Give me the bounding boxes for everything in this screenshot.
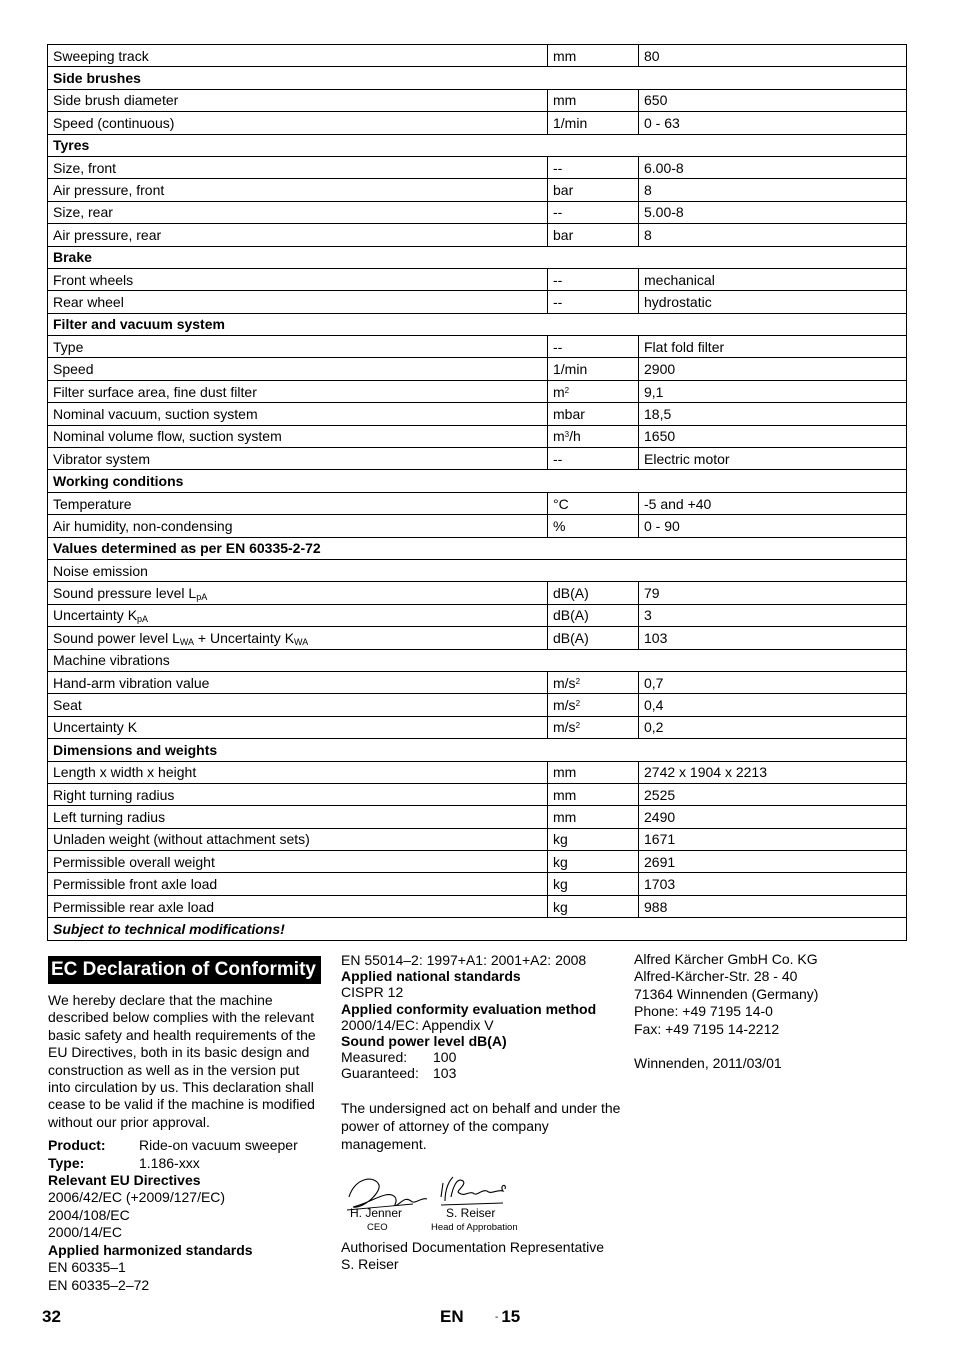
spec-value: 1703 xyxy=(639,873,907,895)
table-row xyxy=(48,403,907,425)
signature-1-title: CEO xyxy=(367,1221,388,1233)
ec-declaration-column-2 xyxy=(341,952,621,1274)
table-row xyxy=(48,761,907,783)
spec-label xyxy=(48,828,548,850)
spec-value: 8 xyxy=(639,179,907,201)
guaranteed-line xyxy=(341,1065,621,1081)
product-line xyxy=(48,1137,321,1154)
spec-label xyxy=(48,403,548,425)
spec-label xyxy=(48,224,548,246)
spec-unit-suffix: /h xyxy=(569,428,581,445)
spec-unit xyxy=(548,45,639,67)
spec-unit xyxy=(548,380,639,402)
spec-label-text: Sweeping track xyxy=(53,47,149,64)
spec-label xyxy=(48,492,548,514)
directive-item: 2004/108/EC xyxy=(48,1206,130,1223)
spec-label xyxy=(48,336,548,358)
table-row xyxy=(48,515,907,537)
spec-unit-superscript: 2 xyxy=(575,721,581,731)
spec-label-subscript: WA xyxy=(179,636,195,647)
section-heading: Dimensions and weights xyxy=(48,739,907,761)
table-row xyxy=(48,582,907,604)
spec-label xyxy=(48,89,548,111)
spec-label xyxy=(48,112,548,134)
spec-unit xyxy=(548,403,639,425)
table-row xyxy=(48,873,907,895)
spec-unit-text: dB(A) xyxy=(553,629,589,646)
directives-label: Relevant EU Directives xyxy=(48,1172,201,1189)
harmonized-standard-item: EN 60335–2–72 xyxy=(48,1276,150,1293)
spec-value: 3 xyxy=(639,604,907,626)
spec-value: Flat fold filter xyxy=(639,336,907,358)
spec-label-text: Permissible rear axle load xyxy=(53,898,215,915)
company-city: 71364 Winnenden (Germany) xyxy=(634,985,819,1002)
spec-value: 2525 xyxy=(639,783,907,805)
table-row xyxy=(48,783,907,805)
spec-value: 1671 xyxy=(639,828,907,850)
spec-unit xyxy=(548,851,639,873)
spec-unit-text: m/s xyxy=(553,697,576,714)
table-row xyxy=(48,716,907,738)
spec-unit xyxy=(548,895,639,917)
spec-unit-text: kg xyxy=(553,831,568,848)
spec-label-text: Right turning radius xyxy=(53,786,175,803)
table-row xyxy=(48,671,907,693)
table-row xyxy=(48,627,907,649)
spec-unit xyxy=(548,828,639,850)
spec-unit-text: bar xyxy=(553,226,574,243)
place-and-date: Winnenden, 2011/03/01 xyxy=(634,1055,782,1072)
national-standard-item: CISPR 12 xyxy=(341,984,404,1001)
spec-unit-superscript: 2 xyxy=(564,385,570,395)
spec-unit xyxy=(548,425,639,447)
spec-label-subscript: pA xyxy=(137,614,149,625)
spec-label xyxy=(48,156,548,178)
section-heading: Noise emission xyxy=(48,559,907,581)
table-section-row xyxy=(48,313,907,335)
spec-unit-text: mbar xyxy=(553,405,585,422)
spec-unit-text: -- xyxy=(553,204,563,221)
spec-value: -5 and +40 xyxy=(639,492,907,514)
spec-value: 6.00-8 xyxy=(639,156,907,178)
spec-label-subscript: pA xyxy=(196,592,208,603)
spec-unit xyxy=(548,761,639,783)
spec-label xyxy=(48,627,548,649)
spec-unit-superscript: 2 xyxy=(575,676,581,686)
directive-item: 2006/42/EC (+2009/127/EC) xyxy=(48,1189,226,1206)
table-row xyxy=(48,224,907,246)
sound-power-label: Sound power level dB(A) xyxy=(341,1033,507,1050)
spec-value: 79 xyxy=(639,582,907,604)
spec-unit xyxy=(548,448,639,470)
spec-value: 0 - 90 xyxy=(639,515,907,537)
spec-unit-text: dB(A) xyxy=(553,607,589,624)
table-section-row xyxy=(48,246,907,268)
spec-label xyxy=(48,425,548,447)
spec-unit-superscript: 3 xyxy=(564,430,570,440)
section-heading: Values determined as per EN 60335-2-72 xyxy=(48,537,907,559)
spec-label xyxy=(48,716,548,738)
spec-label-text: Hand-arm vibration value xyxy=(53,674,210,691)
spec-value: Electric motor xyxy=(639,448,907,470)
section-heading: Brake xyxy=(48,246,907,268)
type-label: Type: xyxy=(48,1154,85,1171)
spec-label xyxy=(48,604,548,626)
signature-2-title: Head of Approbation xyxy=(431,1221,518,1233)
spec-label-text: Uncertainty K xyxy=(53,719,138,736)
spec-label-text: Sound pressure level L xyxy=(53,585,197,602)
spec-value: 0 - 63 xyxy=(639,112,907,134)
spec-unit xyxy=(548,336,639,358)
spec-unit-text: % xyxy=(553,517,566,534)
company-street: Alfred-Kärcher-Str. 28 - 40 xyxy=(634,968,798,985)
spec-value: 2742 x 1904 x 2213 xyxy=(639,761,907,783)
measured-value: 100 xyxy=(433,1049,457,1066)
spec-label-text: Air humidity, non-condensing xyxy=(53,517,233,534)
spec-unit xyxy=(548,492,639,514)
section-heading: Filter and vacuum system xyxy=(48,313,907,335)
spec-label-text: Left turning radius xyxy=(53,808,166,825)
table-row xyxy=(48,604,907,626)
spec-label-text-cont: + Uncertainty K xyxy=(194,629,295,646)
spec-unit xyxy=(548,224,639,246)
spec-label-text: Nominal volume flow, suction system xyxy=(53,428,282,445)
spec-label-text: Size, rear xyxy=(53,204,113,221)
spec-label-text: Uncertainty K xyxy=(53,607,138,624)
spec-unit-text: -- xyxy=(553,450,563,467)
spec-value: mechanical xyxy=(639,268,907,290)
spec-unit xyxy=(548,112,639,134)
spec-label-text: Air pressure, front xyxy=(53,182,165,199)
product-value: Ride-on vacuum sweeper xyxy=(139,1137,298,1154)
table-row xyxy=(48,492,907,514)
spec-unit xyxy=(548,89,639,111)
spec-unit-text: kg xyxy=(553,898,568,915)
spec-value: hydrostatic xyxy=(639,291,907,313)
product-label: Product: xyxy=(48,1137,106,1154)
spec-label-text: Filter surface area, fine dust filter xyxy=(53,383,257,400)
table-footnote: Subject to technical modifications! xyxy=(48,918,907,940)
spec-unit xyxy=(548,358,639,380)
table-section-row xyxy=(48,67,907,89)
table-row xyxy=(48,448,907,470)
type-value: 1.186-xxx xyxy=(139,1154,200,1171)
spec-value: 2900 xyxy=(639,358,907,380)
table-section-row xyxy=(48,537,907,559)
spec-label-subscript: WA xyxy=(294,636,309,647)
table-row xyxy=(48,156,907,178)
section-heading: Side brushes xyxy=(48,67,907,89)
company-phone: Phone: +49 7195 14-0 xyxy=(634,1003,773,1020)
table-row xyxy=(48,851,907,873)
spec-unit xyxy=(548,716,639,738)
table-section-row xyxy=(48,559,907,581)
ec-declaration-heading: EC Declaration of Conformity xyxy=(48,956,321,984)
table-section-row xyxy=(48,134,907,156)
undersigned-statement: The undersigned act on behalf and under the power of attorney of the company management. xyxy=(341,1099,621,1152)
spec-label xyxy=(48,671,548,693)
spec-unit-text: -- xyxy=(553,159,563,176)
table-row xyxy=(48,336,907,358)
company-name: Alfred Kärcher GmbH Co. KG xyxy=(634,951,818,967)
spec-label-text: Rear wheel xyxy=(53,293,124,310)
spec-value: 2490 xyxy=(639,806,907,828)
spec-label xyxy=(48,515,548,537)
spec-unit xyxy=(548,604,639,626)
type-line xyxy=(48,1155,321,1172)
table-row xyxy=(48,291,907,313)
spec-unit xyxy=(548,179,639,201)
spec-unit-text: dB(A) xyxy=(553,585,589,602)
spec-label-text: Permissible front axle load xyxy=(53,876,218,893)
spec-label xyxy=(48,358,548,380)
spec-label-text: Front wheels xyxy=(53,271,134,288)
spec-label xyxy=(48,582,548,604)
spec-label xyxy=(48,783,548,805)
spec-label xyxy=(48,201,548,223)
spec-label-text: Speed xyxy=(53,361,94,378)
measured-line xyxy=(341,1049,621,1065)
spec-value: 80 xyxy=(639,45,907,67)
spec-value: 650 xyxy=(639,89,907,111)
spec-unit xyxy=(548,806,639,828)
spec-unit-text: m xyxy=(553,383,565,400)
spec-label-text: Speed (continuous) xyxy=(53,114,175,131)
spec-unit-text: m/s xyxy=(553,674,576,691)
spec-unit-text: mm xyxy=(553,786,577,803)
spec-label-text: Vibrator system xyxy=(53,450,150,467)
spec-unit-text: mm xyxy=(553,808,577,825)
spec-unit-text: mm xyxy=(553,47,577,64)
spec-label xyxy=(48,45,548,67)
table-section-row xyxy=(48,649,907,671)
table-section-row xyxy=(48,739,907,761)
table-section-row xyxy=(48,470,907,492)
table-row xyxy=(48,694,907,716)
company-fax: Fax: +49 7195 14-2212 xyxy=(634,1020,780,1037)
spec-value: 0,4 xyxy=(639,694,907,716)
spec-unit-text: m/s xyxy=(553,719,576,736)
guaranteed-label: Guaranteed: xyxy=(341,1065,419,1082)
spec-label-text: Sound power level L xyxy=(53,629,180,646)
spec-unit xyxy=(548,582,639,604)
spec-unit xyxy=(548,291,639,313)
spec-value: 9,1 xyxy=(639,380,907,402)
spec-unit-text: -- xyxy=(553,338,563,355)
language-code: EN xyxy=(440,1307,464,1326)
spec-label xyxy=(48,448,548,470)
table-row xyxy=(48,380,907,402)
table-footnote-row xyxy=(48,918,907,940)
signature-2-name: S. Reiser xyxy=(446,1205,496,1220)
spec-label xyxy=(48,694,548,716)
evaluation-method-label: Applied conformity evaluation method xyxy=(341,1000,597,1017)
spec-label xyxy=(48,268,548,290)
harmonized-standard-item: EN 60335–1 xyxy=(48,1259,126,1276)
sub-page-number xyxy=(495,1307,520,1327)
spec-unit-superscript: 2 xyxy=(575,699,581,709)
specifications-table xyxy=(47,44,907,941)
section-heading: Working conditions xyxy=(48,470,907,492)
table-row xyxy=(48,895,907,917)
spec-value: 18,5 xyxy=(639,403,907,425)
spec-value: 8 xyxy=(639,224,907,246)
spec-label xyxy=(48,179,548,201)
section-heading: Tyres xyxy=(48,134,907,156)
spec-unit-text: kg xyxy=(553,876,568,893)
spec-label-text: Length x width x height xyxy=(53,764,197,781)
spec-unit xyxy=(548,201,639,223)
directive-item: 2000/14/EC xyxy=(48,1224,122,1241)
table-row xyxy=(48,89,907,111)
table-row xyxy=(48,179,907,201)
table-row xyxy=(48,425,907,447)
sub-page-dash: - xyxy=(495,1312,499,1323)
spec-unit xyxy=(548,873,639,895)
table-row xyxy=(48,201,907,223)
spec-label xyxy=(48,851,548,873)
spec-unit-text: m xyxy=(553,428,565,445)
signature-1-name: H. Jenner xyxy=(350,1205,403,1220)
table-row xyxy=(48,828,907,850)
spec-unit xyxy=(548,783,639,805)
table-row xyxy=(48,806,907,828)
table-row xyxy=(48,45,907,67)
spec-label-text: Temperature xyxy=(53,495,132,512)
spec-value: 988 xyxy=(639,895,907,917)
spec-unit xyxy=(548,156,639,178)
spec-unit-text: mm xyxy=(553,92,577,109)
spec-unit-text: -- xyxy=(553,271,563,288)
spec-label xyxy=(48,380,548,402)
ec-declaration-intro: We hereby declare that the machine described below complies with the relevant basic safety and health requirements of the EU Directives, both in its basic design and construction as well as in the version put into circulation by us. This declaration shall cease to be valid if the machine is modified without our prior approval. xyxy=(48,992,316,1130)
spec-unit xyxy=(548,627,639,649)
table-row xyxy=(48,268,907,290)
spec-unit-text: °C xyxy=(553,495,569,512)
spec-value: 1650 xyxy=(639,425,907,447)
ec-declaration-column-1 xyxy=(48,956,321,1294)
spec-label xyxy=(48,806,548,828)
spec-label xyxy=(48,291,548,313)
spec-label-text: Nominal vacuum, suction system xyxy=(53,405,258,422)
spec-label-text: Size, front xyxy=(53,159,117,176)
spec-unit xyxy=(548,694,639,716)
table-row xyxy=(48,112,907,134)
spec-value: 0,2 xyxy=(639,716,907,738)
section-heading: Machine vibrations xyxy=(48,649,907,671)
national-standards-label: Applied national standards xyxy=(341,968,521,985)
spec-label-text: Unladen weight (without attachment sets) xyxy=(53,831,310,848)
spec-unit xyxy=(548,268,639,290)
spec-value: 103 xyxy=(639,627,907,649)
spec-value: 0,7 xyxy=(639,671,907,693)
guaranteed-value: 103 xyxy=(433,1065,457,1082)
signatures xyxy=(341,1167,621,1249)
spec-label-text: Type xyxy=(53,338,84,355)
sub-page-value: 15 xyxy=(501,1307,521,1326)
ec-declaration-column-3 xyxy=(634,951,904,1072)
documentation-representative-name: S. Reiser xyxy=(341,1256,399,1273)
spec-unit xyxy=(548,515,639,537)
harmonized-standard-item: EN 55014–2: 1997+A1: 2001+A2: 2008 xyxy=(341,952,587,968)
spec-unit-text: bar xyxy=(553,182,574,199)
spec-value: 5.00-8 xyxy=(639,201,907,223)
page-number: 32 xyxy=(42,1307,61,1326)
spec-value: 2691 xyxy=(639,851,907,873)
spec-label xyxy=(48,895,548,917)
spec-unit-text: 1/min xyxy=(553,114,588,131)
spec-label-text: Seat xyxy=(53,697,82,714)
spec-unit-text: kg xyxy=(553,853,568,870)
spec-label-text: Permissible overall weight xyxy=(53,853,215,870)
spec-label xyxy=(48,873,548,895)
measured-label: Measured: xyxy=(341,1049,408,1066)
evaluation-method-item: 2000/14/EC: Appendix V xyxy=(341,1016,494,1033)
spec-unit-text: 1/min xyxy=(553,361,588,378)
table-row xyxy=(48,358,907,380)
documentation-representative-label: Authorised Documentation Representative xyxy=(341,1238,605,1255)
spec-unit xyxy=(548,671,639,693)
spec-label-text: Air pressure, rear xyxy=(53,226,162,243)
spec-label-text: Side brush diameter xyxy=(53,92,179,109)
spec-unit-text: -- xyxy=(553,293,563,310)
harmonized-standards-label: Applied harmonized standards xyxy=(48,1241,253,1258)
spec-unit-text: mm xyxy=(553,764,577,781)
spec-label xyxy=(48,761,548,783)
